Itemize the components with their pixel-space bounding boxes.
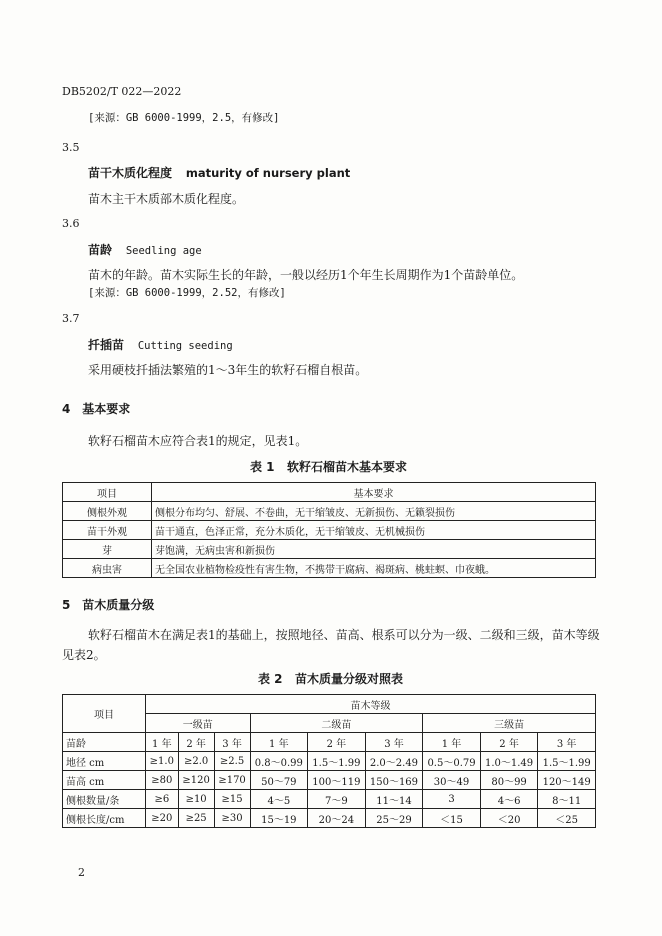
table-cell: 地径 cm: [63, 752, 146, 771]
table-cell: 1.5～1.99: [308, 752, 366, 771]
clause-number: 3.6: [62, 217, 80, 230]
clause-number: 3.5: [62, 141, 80, 154]
term-heading: [88, 241, 202, 258]
table-cell: 11～14: [365, 790, 423, 809]
table-row: [63, 559, 596, 578]
table-header: 项目: [63, 483, 152, 502]
table-cell: 50～79: [250, 771, 308, 790]
table-cell: ≥2.0: [178, 752, 214, 771]
section-body: 软籽石榴苗木在满足表1的基础上，按照地径、苗高、根系可以分为一级、二级和三级，苗木等级: [88, 628, 600, 642]
table-cell: ≥20: [146, 809, 179, 828]
section-heading: [62, 400, 130, 417]
table-cell: ≥120: [178, 771, 214, 790]
term-definition: 苗木主干木质部木质化程度。: [88, 192, 245, 206]
source-note: [来源：GB 6000-1999，2.52，有修改]: [88, 287, 286, 299]
section-heading: [62, 596, 154, 613]
table-header: 三级苗: [423, 714, 596, 733]
table-cell: ＜20: [480, 809, 538, 828]
table-cell: 0.5～0.79: [423, 752, 481, 771]
table-cell: ≥6: [146, 790, 179, 809]
table-cell: 4～5: [250, 790, 308, 809]
source-note: [来源：GB 6000-1999，2.5，有修改]: [88, 112, 280, 124]
page-number: 2: [78, 866, 85, 879]
table-cell: 1.0～1.49: [480, 752, 538, 771]
table-caption: 表 2 苗木质量分级对照表: [258, 672, 404, 686]
table-cell: ≥2.5: [214, 752, 250, 771]
table-cell: 苗龄: [63, 733, 146, 752]
table-cell: 25～29: [365, 809, 423, 828]
grading-table: [62, 694, 596, 828]
table-row: [63, 752, 596, 771]
term-cn: 苗干木质化程度: [88, 166, 173, 180]
table-cell: ≥170: [214, 771, 250, 790]
term-en: maturity of nursery plant: [185, 166, 351, 180]
table-header: 一级苗: [146, 714, 251, 733]
term-heading: [88, 164, 350, 181]
table-row: [63, 733, 596, 752]
table-row: [63, 790, 596, 809]
table-cell: 2.0～2.49: [365, 752, 423, 771]
table-cell: 苗高 cm: [63, 771, 146, 790]
term-en: Seedling age: [125, 245, 202, 257]
table-cell: 1 年: [250, 733, 308, 752]
clause-number: 3.7: [62, 312, 80, 325]
table-cell: 100～119: [308, 771, 366, 790]
table-header: 苗木等级: [146, 695, 596, 714]
table-cell: 无全国农业植物检疫性有害生物，不携带干腐病、褐斑病、桃蛀螟、巾夜蛾。: [152, 559, 596, 578]
table-cell: 苗干外观: [63, 521, 152, 540]
table-cell: 侧根数量/条: [63, 790, 146, 809]
table-cell: 2 年: [308, 733, 366, 752]
table-row: [63, 521, 596, 540]
section-number: 5: [62, 598, 71, 612]
table-cell: 1 年: [146, 733, 179, 752]
term-cn: 苗龄: [88, 243, 113, 257]
table-header: 基本要求: [152, 483, 596, 502]
table-row: [63, 540, 596, 559]
table-cell: 3 年: [214, 733, 250, 752]
table-cell: 30～49: [423, 771, 481, 790]
table-cell: ≥25: [178, 809, 214, 828]
table-cell: 3 年: [538, 733, 596, 752]
table-cell: ＜15: [423, 809, 481, 828]
table-cell: 侧根分布均匀、舒展、不卷曲，无干缩皱皮、无新损伤、无籁裂损伤: [152, 502, 596, 521]
table-cell: 1 年: [423, 733, 481, 752]
section-body: 软籽石榴苗木应符合表1的规定，见表1。: [88, 434, 308, 448]
table-cell: 苗干通直，色泽正常，充分木质化，无干缩皱皮、无机械损伤: [152, 521, 596, 540]
doc-id: DB5202/T 022—2022: [62, 85, 182, 98]
table-cell: ≥15: [214, 790, 250, 809]
table-caption: 表 1 软籽石榴苗木基本要求: [250, 460, 408, 474]
table-cell: 病虫害: [63, 559, 152, 578]
table-cell: 3 年: [365, 733, 423, 752]
section-title: 苗木质量分级: [82, 598, 155, 612]
term-cn: 扦插苗: [88, 338, 125, 352]
table-row: [63, 809, 596, 828]
section-body: 见表2。: [62, 648, 106, 662]
table-row: [63, 502, 596, 521]
table-cell: 1.5～1.99: [538, 752, 596, 771]
table-cell: 2 年: [178, 733, 214, 752]
section-title: 基本要求: [82, 402, 131, 416]
table-cell: 15～19: [250, 809, 308, 828]
table-cell: 80～99: [480, 771, 538, 790]
table-row: [63, 771, 596, 790]
table-cell: ≥80: [146, 771, 179, 790]
table-cell: 120～149: [538, 771, 596, 790]
basic-requirements-table: [62, 482, 596, 578]
table-cell: 20～24: [308, 809, 366, 828]
table-cell: 4～6: [480, 790, 538, 809]
term-heading: [88, 336, 233, 353]
table-cell: ＜25: [538, 809, 596, 828]
table-cell: 侧根外观: [63, 502, 152, 521]
term-definition: 苗木的年龄。苗木实际生长的年龄，一般以经历1个年生长周期作为1个苗龄单位。: [88, 268, 524, 282]
table-cell: 芽饱满，无病虫害和新损伤: [152, 540, 596, 559]
table-cell: 8～11: [538, 790, 596, 809]
table-cell: 2 年: [480, 733, 538, 752]
table-cell: 0.8～0.99: [250, 752, 308, 771]
table-cell: 7～9: [308, 790, 366, 809]
term-en: Cutting seeding: [137, 340, 233, 352]
table-cell: 芽: [63, 540, 152, 559]
table-cell: ≥1.0: [146, 752, 179, 771]
table-cell: ≥10: [178, 790, 214, 809]
table-cell: ≥30: [214, 809, 250, 828]
table-header: 项目: [63, 695, 146, 733]
term-definition: 采用硬枝扦插法繁殖的1～3年生的软籽石榴自根苗。: [88, 363, 368, 377]
table-cell: 150～169: [365, 771, 423, 790]
table-header: 二级苗: [250, 714, 423, 733]
section-number: 4: [62, 402, 71, 416]
table-cell: 3: [423, 790, 481, 809]
table-cell: 侧根长度/cm: [63, 809, 146, 828]
